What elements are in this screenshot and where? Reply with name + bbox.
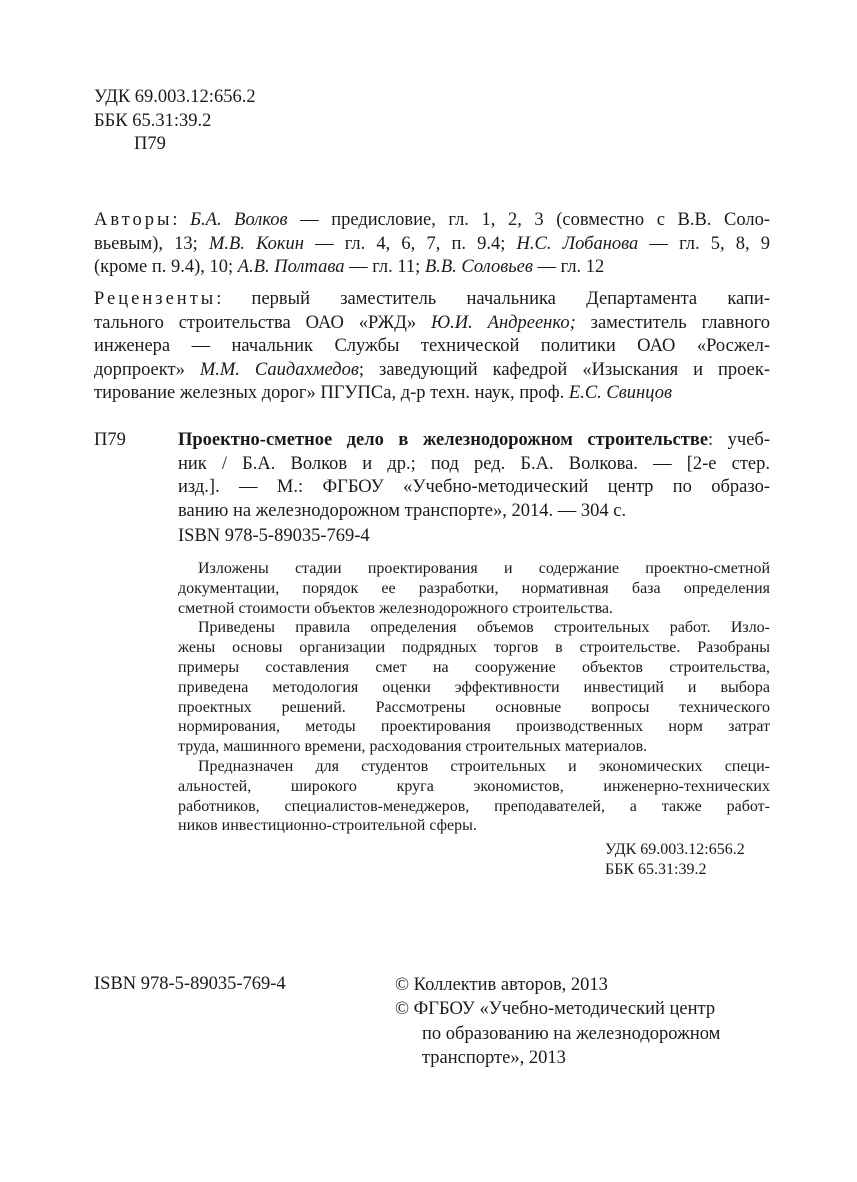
text-segment: — гл. 12 <box>532 257 605 277</box>
text-segment: проектных решений. Рассмотрены основные вопросы технического <box>178 698 770 716</box>
bibliographic-entry <box>178 429 770 523</box>
person-name: А.В. Полтава <box>237 257 345 277</box>
text-line <box>178 658 770 678</box>
text-segment: примеры составления смет на сооружение объектов строительства, <box>178 658 770 676</box>
text-line <box>178 678 770 698</box>
person-name: В.В. Соловьев <box>424 257 533 277</box>
header-code: П79 <box>134 134 166 154</box>
section-label: Рецензенты <box>94 289 217 309</box>
text-line <box>178 638 770 658</box>
text-line <box>94 209 770 233</box>
text-segment: : <box>172 210 191 230</box>
text-line <box>178 737 770 757</box>
text-segment: тирование железных дорог» ПГУПСа, д-р техн. наук, проф. <box>94 383 569 403</box>
text-line <box>178 797 770 817</box>
copyright-line: © Коллектив авторов, 2013 <box>395 975 608 995</box>
footer-isbn: ISBN 978-5-89035-769-4 <box>94 974 286 994</box>
text-segment: приведена методология оценки эффективности инвестиций и выбора <box>178 678 770 696</box>
authors-block <box>94 209 770 280</box>
person-name: Ю.И. Андреенко; <box>431 312 576 333</box>
text-line <box>94 233 770 257</box>
text-segment: — гл. 11; <box>344 257 425 277</box>
reviewers-block <box>94 288 770 406</box>
text-line <box>94 335 770 359</box>
person-name: Е.С. Свинцов <box>568 383 672 403</box>
text-segment: (кроме п. 9.4), 10; <box>94 257 238 277</box>
text-line <box>94 256 770 280</box>
text-line <box>94 382 770 406</box>
text-line <box>178 618 770 638</box>
text-segment: работников, специалистов-менеджеров, преподавателей, а также работ- <box>178 797 770 815</box>
text-segment: инженера — начальник Службы технической политики ОАО «Росжел- <box>94 336 770 356</box>
text-line <box>94 288 770 312</box>
section-label: Авторы <box>94 210 173 230</box>
text-line <box>178 453 770 477</box>
text-line <box>178 777 770 797</box>
text-segment: нормирования, методы проектирования производственных норм затрат <box>178 718 770 736</box>
text-segment: Предназначен для студентов строительных и экономических специ- <box>198 757 770 775</box>
header-classification <box>94 86 256 157</box>
text-line <box>178 599 770 619</box>
text-line <box>178 476 770 500</box>
text-segment: ников инвестиционно-строительной сферы. <box>178 817 477 835</box>
text-segment: альностей, широкого круга экономистов, инженерно-технических <box>178 777 770 795</box>
text-segment: вьевым), 13; <box>94 233 209 254</box>
text-line <box>178 717 770 737</box>
text-line <box>178 757 770 777</box>
copyright-line: транспорте», 2013 <box>422 1047 566 1068</box>
text-segment: : учеб- <box>708 430 770 450</box>
classification-right <box>605 840 745 880</box>
text-segment: Приведены правила определения объемов строительных работ. Изло- <box>198 619 770 637</box>
text-segment: труда, машинного времени, расходования строительных материалов. <box>178 738 648 756</box>
text-segment: документации, порядок ее разработки, нормативная база определения <box>178 579 770 597</box>
text-line <box>178 559 770 579</box>
text-segment: дорпроект» <box>94 359 200 380</box>
person-name: Н.С. Лобанова <box>516 233 639 254</box>
person-name: Б.А. Волков <box>190 210 288 230</box>
book-title: Проектно-сметное дело в железнодорожном строительстве <box>178 430 709 450</box>
text-segment: — гл. 5, 8, 9 <box>638 233 771 254</box>
text-line <box>94 312 770 336</box>
person-name: М.М. Саидахмедов <box>199 359 359 380</box>
text-segment: тального строительства ОАО «РЖД» <box>94 312 432 333</box>
abstract <box>178 559 770 836</box>
text-segment: : первый заместитель начальника Департамента капи- <box>216 289 770 309</box>
text-segment: Изложены стадии проектирования и содержание проектно-сметной <box>198 560 770 577</box>
text-segment: ник / Б.А. Волков и др.; под ред. Б.А. Волкова. — [2-е стер. <box>178 453 770 474</box>
copyright-block <box>395 973 720 1070</box>
entry-code: П79 <box>94 430 126 450</box>
text-segment: сметной стоимости объектов железнодорожного строительства. <box>178 599 614 617</box>
text-segment: — предисловие, гл. 1, 2, 3 (совместно с В.В. Соло- <box>287 210 770 230</box>
bbk-code: ББК 65.31:39.2 <box>605 860 707 878</box>
text-line <box>94 359 770 383</box>
entry-isbn: ISBN 978-5-89035-769-4 <box>178 526 370 546</box>
text-segment: — гл. 4, 6, 7, п. 9.4; <box>303 233 517 254</box>
header-udk: УДК 69.003.12:656.2 <box>94 87 256 107</box>
text-segment: заместитель главного <box>575 312 770 333</box>
text-line <box>178 429 770 453</box>
text-segment: ; заведующий кафедрой «Изыскания и проек- <box>358 359 770 380</box>
copyright-line: © ФГБОУ «Учебно-методический центр <box>395 999 716 1020</box>
header-bbk: ББК 65.31:39.2 <box>94 110 212 131</box>
text-line <box>178 698 770 718</box>
text-segment: изд.]. — М.: ФГБОУ «Учебно-методический центр по образо- <box>178 477 770 497</box>
text-segment: ванию на железнодорожном транспорте», 2014. — 304 с. <box>178 500 627 521</box>
text-line <box>178 579 770 599</box>
udk-code: УДК 69.003.12:656.2 <box>605 841 745 858</box>
person-name: М.В. Кокин <box>208 233 304 254</box>
text-segment: жены основы организации подрядных торгов в строительстве. Разобраны <box>178 639 770 657</box>
text-line <box>178 500 770 524</box>
copyright-line: по образованию на железнодорожном <box>422 1023 721 1044</box>
text-line <box>178 816 770 836</box>
